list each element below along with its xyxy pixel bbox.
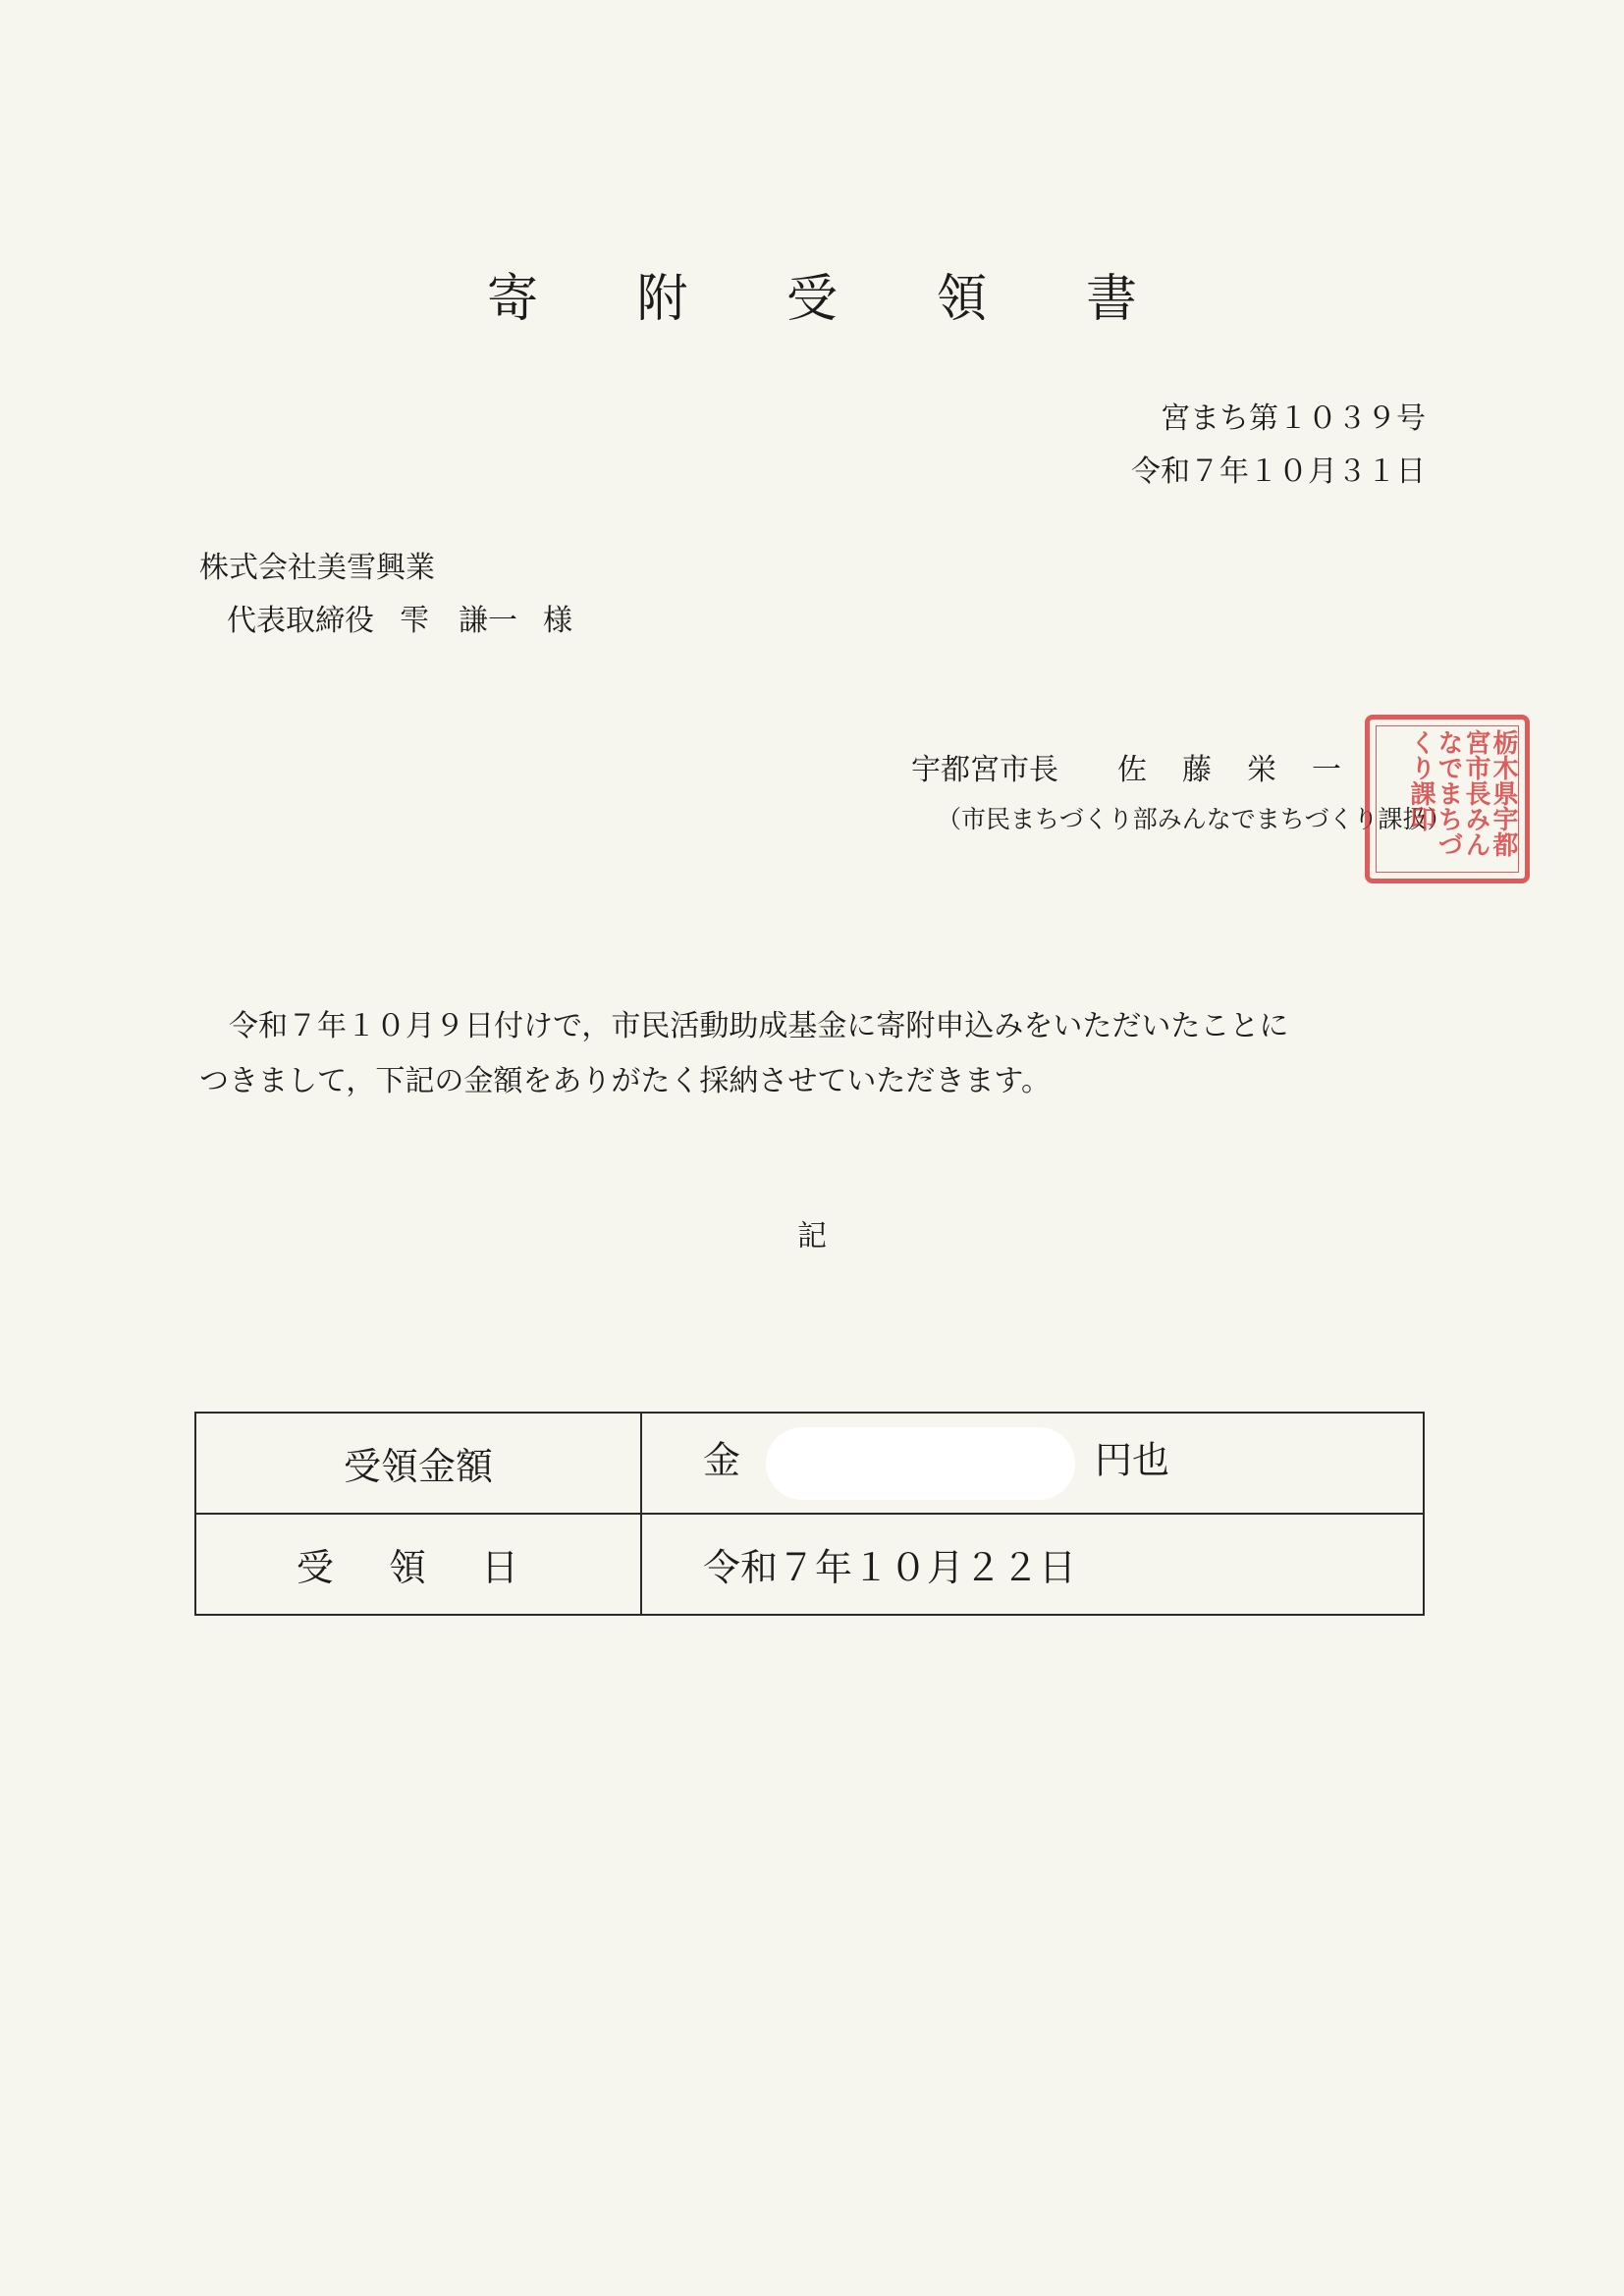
recipient-company: 株式会社美雪興業 — [199, 551, 435, 585]
reference-number: 宮まち第１０３９号 — [1161, 401, 1426, 436]
issue-date: 令和７年１０月３１日 — [1131, 454, 1426, 489]
amount-redaction — [766, 1427, 1075, 1500]
amount-value — [641, 1413, 1424, 1514]
body-line-1: 令和７年１０月９日付けで，市民活動助成基金に寄附申込みをいただいたことに — [229, 1009, 1289, 1043]
official-seal-stamp — [1365, 715, 1530, 883]
date-value: 令和７年１０月２２日 — [641, 1514, 1424, 1615]
recipient-title: 代表取締役 — [227, 604, 374, 638]
recipient-representative — [199, 595, 598, 648]
amount-suffix: 円也 — [1095, 1438, 1170, 1481]
ki-heading: 記 — [797, 1219, 827, 1254]
amount-label: 受領金額 — [195, 1413, 641, 1514]
issuer-title: 宇都宮市長 — [911, 753, 1058, 787]
table-row-amount — [195, 1413, 1424, 1514]
addressee-block — [199, 542, 598, 648]
recipient-honorific: 様 — [543, 604, 572, 638]
date-label: 受 領 日 — [195, 1514, 641, 1615]
issuer-name: 佐藤栄一 — [1117, 753, 1377, 787]
table-row-date — [195, 1514, 1424, 1615]
issuer-department: （市民まちづくり部みんなでまちづくり課扱） — [937, 805, 1452, 833]
document-title: 寄 附 受 領 書 — [486, 270, 1179, 329]
seal-text: 栃木県宇都宮市長みんなでまちづくり課印 — [1406, 729, 1518, 857]
body-line-2: つきまして，下記の金額をありがたく採納させていただきます。 — [199, 1064, 1051, 1098]
reference-block — [1131, 393, 1426, 499]
body-paragraph — [199, 999, 1427, 1109]
receipt-table — [194, 1412, 1425, 1616]
amount-prefix: 金 — [703, 1438, 741, 1481]
recipient-name: 雫 謙一 — [400, 604, 517, 638]
